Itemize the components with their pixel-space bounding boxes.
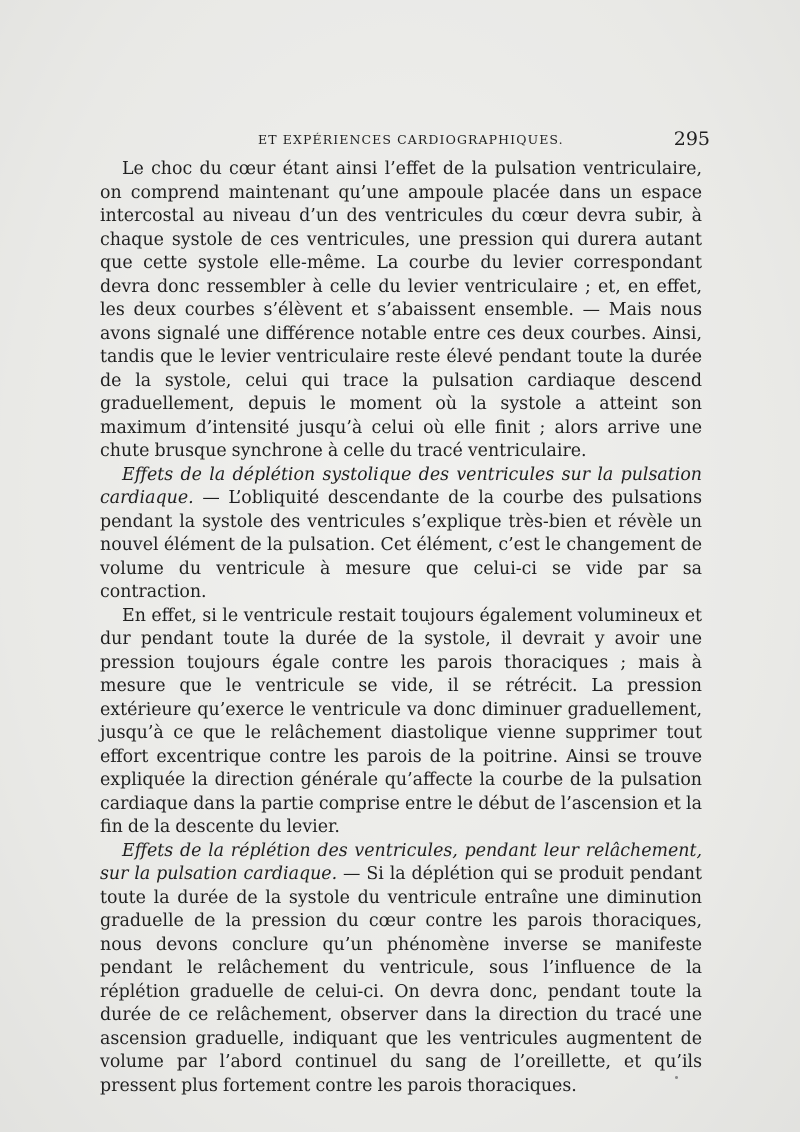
- page-number: 295: [673, 128, 710, 150]
- paragraph-3: [100, 605, 702, 840]
- paragraph-1: [100, 158, 702, 464]
- print-speck: [675, 1076, 678, 1079]
- paragraph-4: [100, 840, 702, 1099]
- page-header: [100, 128, 710, 154]
- running-title: ET EXPÉRIENCES CARDIOGRAPHIQUES.: [258, 132, 564, 147]
- paragraph-4-text: — Si la déplétion qui se produit pendant toute la durée de la systole du ventricule entraîne une diminution graduelle de la pression du cœur contre les parois thoraciques, nous devons conclure qu’un phénomène inverse se manifeste pendant le relâchement du ventricule, sous l’influence de la réplétion graduelle de celui-ci. On devra donc, pendant toute la durée de ce relâchement, observer dans la direction du tracé une ascension graduelle, indiquant que les ventricules augmentent de volume par l’abord continuel du sang de l’oreillette, et qu’ils pressent plus fortement contre les parois thoraciques.: [100, 864, 702, 1096]
- paragraph-2-heading: Effets de la déplétion systolique des ventricules sur la pulsation cardiaque.: [100, 464, 702, 508]
- paragraph-3-text: En effet, si le ventricule restait toujours également volumineux et dur pendant toute la durée de la systole, il devrait y avoir une pression toujours égale contre les parois thoraciques ; mais à mesure que le ventricule se vide, il se rétrécit. La pression extérieure qu’exerce le ventricule va donc diminuer graduellement, jusqu’à ce que le relâchement diastolique vienne supprimer tout effort excentrique contre les parois de la poitrine. Ainsi se trouve expliquée la direction générale qu’affecte la courbe de la pulsation cardiaque dans la partie comprise entre le début de l’ascension et la fin de la descente du levier.: [100, 605, 702, 837]
- paragraph-4-heading: Effets de la réplétion des ventricules, pendant leur relâchement, sur la pulsation cardiaque.: [100, 840, 702, 884]
- body-text: [100, 158, 702, 1098]
- paragraph-2: [100, 464, 702, 605]
- paragraph-1-text: Le choc du cœur étant ainsi l’effet de la pulsation ventriculaire, on comprend maintenant qu’une ampoule placée dans un espace intercostal au niveau d’un des ventricules du cœur devra subir, à chaque systole de ces ventricules, une pression qui durera autant que cette systole elle-même. La courbe du levier correspondant devra donc ressembler à celle du levier ventriculaire ; et, en effet, les deux courbes s’élèvent et s’abaissent ensemble. — Mais nous avons signalé une différence notable entre ces deux courbes. Ainsi, tandis que le levier ventriculaire reste élevé pendant toute la durée de la systole, celui qui trace la pulsation cardiaque descend graduellement, depuis le moment où la systole a atteint son maximum d’intensité jusqu’à celui où elle finit ; alors arrive une chute brusque synchrone à celle du tracé ventriculaire.: [100, 159, 702, 461]
- paragraph-2-text: — L’obliquité descendante de la courbe des pulsations pendant la systole des ventricules s’explique très-bien et révèle un nouvel élément de la pulsation. Cet élément, c’est le changement de volume du ventricule à mesure que celui-ci se vide par sa contraction.: [100, 488, 702, 602]
